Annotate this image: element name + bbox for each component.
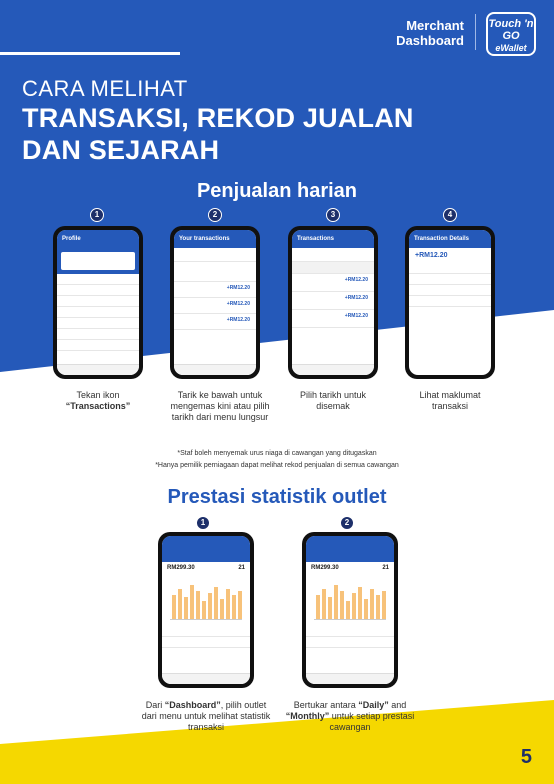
transaction-amount: +RM12.20 [344, 313, 368, 319]
bottom-nav [174, 364, 256, 375]
phone-screenshot-dashboard-daily [158, 532, 254, 688]
page-title: TRANSAKSI, REKOD JUALAN DAN SEJARAH [22, 103, 414, 165]
bar-chart [314, 580, 386, 620]
caption-bold: “Daily” [358, 700, 389, 710]
step-number-2: 2 [208, 208, 222, 222]
header-rule [0, 52, 180, 55]
caption-text: and [388, 700, 407, 710]
bar-chart [170, 580, 242, 620]
brand-separator [475, 14, 476, 50]
caption-step-2: Tarik ke bawah untuk mengemas kini atau pilih tarikh dari menu lungsur [170, 390, 270, 422]
section-heading-outlet-stats: Prestasi statistik outlet [167, 486, 387, 508]
total-sales: RM299.30 [311, 565, 339, 571]
caption-bold: “Transactions” [65, 401, 131, 411]
brand-line-1: Merchant [406, 18, 464, 33]
note-staff: *Staf boleh menyemak urus niaga di cawangan yang ditugaskan [177, 450, 377, 457]
logo-text-bottom: eWallet [495, 43, 527, 53]
bottom-nav [306, 673, 394, 684]
transaction-amount: +RM12.20 [226, 317, 250, 323]
tng-ewallet-logo [486, 12, 536, 56]
brand-line-2: Dashboard [396, 33, 464, 48]
transaction-amount: +RM12.20 [226, 301, 250, 307]
bottom-nav [162, 673, 250, 684]
caption-stats-step-1 [138, 700, 274, 733]
caption-bold: “Monthly” [285, 711, 330, 721]
logo-text-top: Touch 'n GO [488, 18, 534, 42]
caption-text: untuk setiap prestasi cawangan [329, 711, 415, 732]
note-owner: *Hanya pemilik perniagaan dapat melihat rekod penjualan di semua cawangan [155, 462, 399, 469]
step-number-2: 2 [340, 516, 354, 530]
brand-label [396, 18, 464, 48]
caption-stats-step-2 [282, 700, 418, 733]
phone-screenshot-profile [53, 226, 143, 379]
transaction-count: 21 [382, 565, 389, 571]
caption-text: Dari [145, 700, 165, 710]
screen-title: Transaction Details [409, 230, 491, 248]
bottom-nav [57, 364, 139, 375]
caption-text: Tekan ikon [76, 390, 120, 400]
screen-title: Transactions [292, 230, 374, 248]
caption-step-3: Pilih tarikh untuk disemak [299, 390, 367, 411]
detail-amount: +RM12.20 [415, 252, 448, 259]
step-number-3: 3 [326, 208, 340, 222]
transaction-amount: +RM12.20 [226, 285, 250, 291]
phone-screenshot-dashboard-monthly [302, 532, 398, 688]
page-subtitle: CARA MELIHAT [22, 76, 188, 101]
step-number-1: 1 [196, 516, 210, 530]
caption-text: Bertukar antara [293, 700, 359, 710]
page-number: 5 [520, 746, 532, 768]
transaction-count: 21 [238, 565, 245, 571]
transaction-amount: +RM12.20 [344, 277, 368, 283]
bottom-nav [292, 364, 374, 375]
phone-screenshot-transaction-details [405, 226, 495, 379]
screen-title: Profile [57, 230, 139, 248]
screen-title: Your transactions [174, 230, 256, 248]
transaction-amount: +RM12.20 [344, 295, 368, 301]
caption-step-1 [43, 390, 153, 412]
caption-bold: “Dashboard” [164, 700, 221, 710]
phone-screenshot-your-transactions [170, 226, 260, 379]
footer-accent [0, 700, 554, 784]
caption-step-4: Lihat maklumat transaksi [419, 390, 481, 411]
phone-screenshot-transactions [288, 226, 378, 379]
caption-text: , pilih outlet dari menu untuk melihat statistik transaksi [141, 700, 271, 732]
step-number-1: 1 [90, 208, 104, 222]
step-number-4: 4 [443, 208, 457, 222]
section-heading-daily-sales: Penjualan harian [196, 180, 358, 202]
total-sales: RM299.30 [167, 565, 195, 571]
